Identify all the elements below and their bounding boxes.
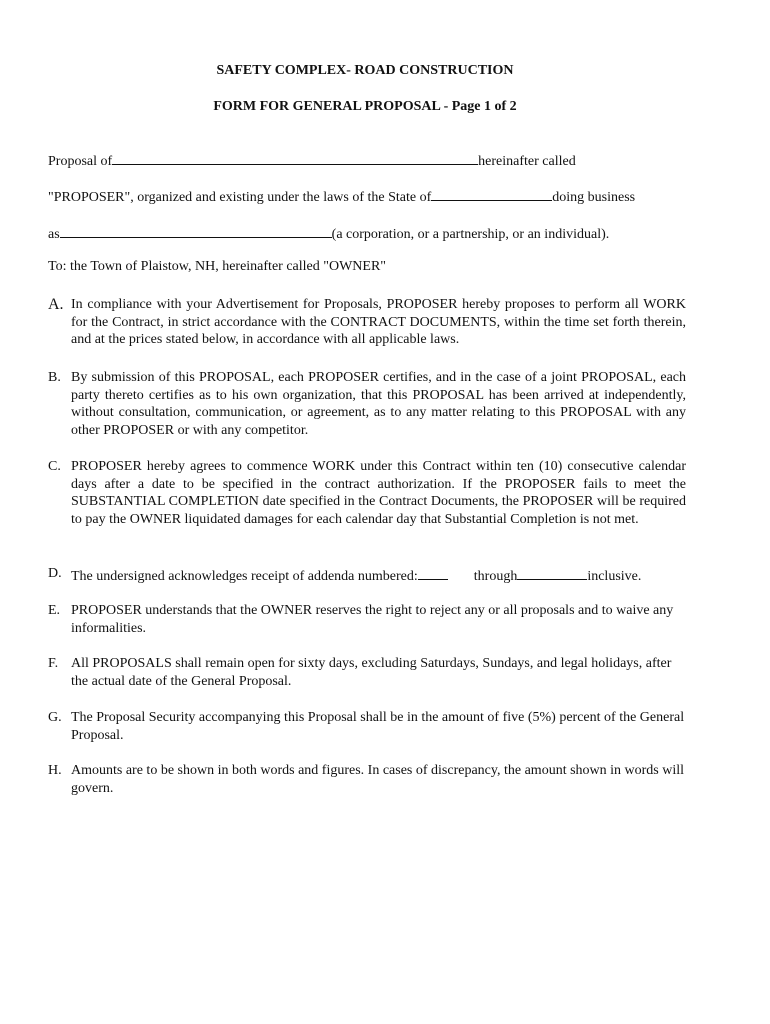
state-field[interactable] [431,186,552,201]
proposal-of-line [48,150,576,171]
clause-text [71,565,686,586]
proposer-state-line [48,186,635,207]
as-label: as [48,227,60,242]
clause-e [48,602,686,637]
clause-h [48,762,686,797]
through-label: through [473,569,518,584]
business-name-field[interactable] [60,223,332,238]
doing-business-label: doing business [552,190,636,205]
clause-b [48,369,686,439]
proposal-of-label: Proposal of [48,154,113,169]
inclusive-label: inclusive. [587,569,642,584]
clause-letter: G. [48,710,62,725]
clause-f [48,655,686,690]
clause-text: Amounts are to be shown in both words and figures. In cases of discrepancy, the amount shown in words will govern. [71,763,685,796]
proposer-name-field[interactable] [112,150,478,165]
document-title: SAFETY COMPLEX- ROAD CONSTRUCTION [216,63,514,78]
clause-text: By submission of this PROPOSAL, each PROPOSER certifies, and in the case of a joint PROPOSAL, each party thereto certifies as to his own organization, that this PROPOSAL has been arrived at independently, without consultation, communication, or agreement, as to any matter relating to this PROPOSAL with any other PROPOSER or with any competitor. [71,370,686,438]
clause-text: All PROPOSALS shall remain open for sixty days, excluding Saturdays, Sundays, and legal holidays, after the actual date of the General Proposal. [71,656,672,689]
addressee-line: To: the Town of Plaistow, NH, hereinafter called "OWNER" [48,259,386,274]
clause-letter: E. [48,603,61,618]
clause-text: PROPOSER understands that the OWNER reserves the right to reject any or all proposals and to waive any informalities. [71,603,674,636]
clause-a [48,296,686,349]
addenda-to-field[interactable] [517,565,587,580]
hereinafter-called-label: hereinafter called [478,154,576,169]
doing-business-as-line [48,223,609,244]
addenda-label: The undersigned acknowledges receipt of addenda numbered: [71,569,418,584]
clause-g [48,709,686,744]
clause-letter: B. [48,370,61,385]
clause-text: PROPOSER hereby agrees to commence WORK under this Contract within ten (10) consecutive calendar days after a date to be specified in the contract authorization. If the PROPOSER fails to meet the SUBSTANTIAL COMPLETION date specified in the Contract Documents, the PROPOSER will be required to pay the OWNER liquidated damages for each calendar day that Substantial Completion is not met. [71,459,686,527]
clause-text: In compliance with your Advertisement for Proposals, PROPOSER hereby proposes to perform all WORK for the Contract, in strict accordance with the CONTRACT DOCUMENTS, within the time set forth therein, and at the prices stated below, in accordance with all applicable laws. [71,297,686,347]
clause-letter: A. [48,296,64,313]
clause-letter: F. [48,656,59,671]
clause-letter: D. [48,566,62,581]
clause-text: The Proposal Security accompanying this Proposal shall be in the amount of five (5%) percent of the General Proposal. [71,710,685,743]
entity-type-label: (a corporation, or a partnership, or an individual). [331,227,610,242]
proposer-organized-label: "PROPOSER", organized and existing under the laws of the State of [48,190,432,205]
clause-letter: H. [48,763,62,778]
clause-d [48,565,686,586]
addenda-from-field[interactable] [418,565,448,580]
clause-letter: C. [48,459,61,474]
clause-c [48,458,686,528]
form-subtitle: FORM FOR GENERAL PROPOSAL - Page 1 of 2 [213,99,517,114]
